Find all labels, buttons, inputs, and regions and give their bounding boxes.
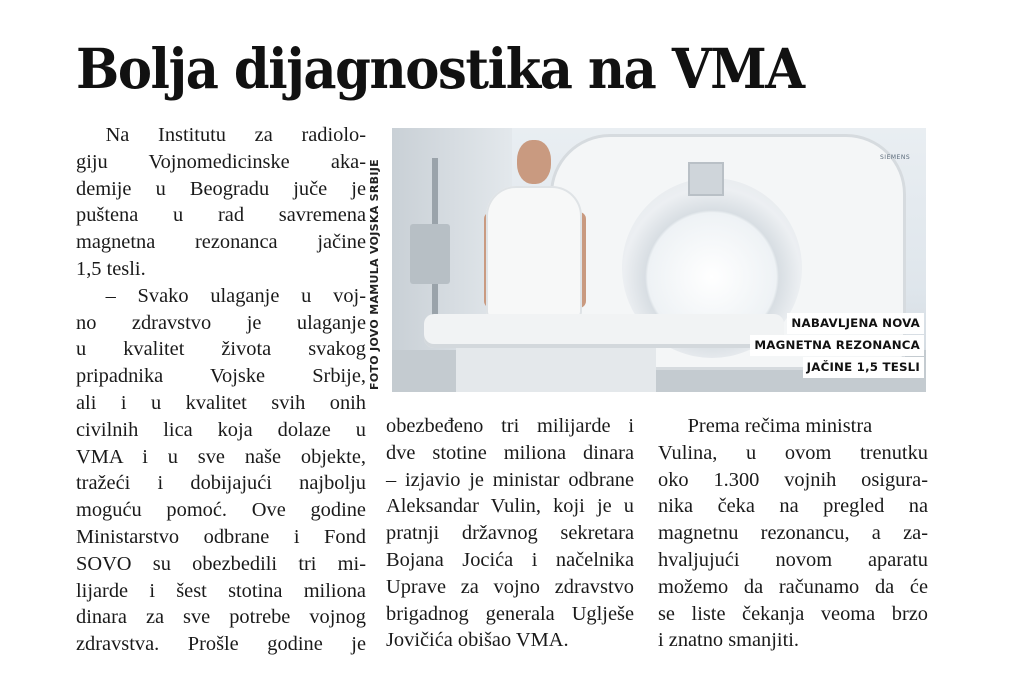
article-line: Na Institutu za radiolo- bbox=[105, 124, 366, 146]
article-line: dinara za sve potrebe vojnog bbox=[76, 606, 366, 629]
photo-caption-line: MAGNETNA REZONANCA bbox=[750, 335, 924, 356]
article-line: Jovičića obišao VMA. bbox=[386, 629, 569, 652]
article-line: magnetnu rezonancu, a za- bbox=[658, 522, 928, 545]
article-line: brigadnog generala Uglješe bbox=[386, 602, 634, 625]
photo-credit: FOTO JOVO MAMULA VOJSKA SRBIJE bbox=[368, 159, 381, 390]
photo-equipment bbox=[410, 224, 450, 284]
article-line: 1,5 tesli. bbox=[76, 257, 146, 280]
article-line: dve stotine miliona dinara bbox=[386, 441, 634, 464]
article-line: – izjavio je ministar odbrane bbox=[386, 468, 634, 491]
article-column-3 bbox=[658, 413, 928, 654]
article-line: se liste čekanja veoma brzo bbox=[658, 602, 928, 625]
article-line: Ministarstvo odbrane i Fond bbox=[76, 525, 366, 548]
article-line: no zdravstvo je ulaganje bbox=[76, 311, 366, 334]
article-line: lijarde i šest stotina miliona bbox=[76, 579, 366, 602]
article-line: magnetna rezonanca jačine bbox=[76, 231, 366, 254]
article-line: u kvalitet života svakog bbox=[76, 338, 366, 361]
article-column-2 bbox=[386, 413, 634, 654]
article-photo bbox=[366, 128, 926, 392]
article-line: puštena u rad savremena bbox=[76, 204, 366, 227]
article-line: zdravstva. Prošle godine je bbox=[76, 633, 366, 656]
article-line: giju Vojnomedicinske aka- bbox=[76, 150, 366, 173]
article-line: demije u Beogradu juče je bbox=[76, 177, 366, 200]
article-line: Vulina, u ovom trenutku bbox=[658, 441, 928, 464]
photo-patient-table bbox=[424, 314, 784, 348]
article-line: SOVO su obezbedili tri mi- bbox=[76, 552, 366, 575]
headline: Bolja dijagnostika na VMA bbox=[76, 36, 804, 101]
article-line: moguću pomoć. Ove godine bbox=[76, 499, 366, 522]
photo-person-head bbox=[517, 140, 551, 184]
article-line: civilnih lica koja dolaze u bbox=[76, 418, 366, 441]
article-line: obezbeđeno tri milijarde i bbox=[386, 415, 634, 437]
article-column-1 bbox=[76, 122, 366, 658]
article-line: i znatno smanjiti. bbox=[658, 629, 800, 652]
article-line: ali i u kvalitet svih onih bbox=[76, 391, 366, 414]
photo-table-base bbox=[456, 342, 656, 392]
article-line: Aleksandar Vulin, koji je u bbox=[386, 495, 634, 518]
article-line: Prema rečima ministra bbox=[687, 415, 873, 437]
article-line: tražeći i dobijajući najbolju bbox=[76, 472, 366, 495]
photo-credit-strip bbox=[366, 128, 392, 392]
article-line: možemo da računamo da će bbox=[658, 575, 928, 598]
article-line: oko 1.300 vojnih osigura- bbox=[658, 468, 928, 491]
article-line: Uprave za vojno zdravstvo bbox=[386, 575, 634, 598]
photo-mri-brand: SIEMENS bbox=[880, 154, 911, 161]
article-line: VMA i u sve naše objekte, bbox=[76, 445, 366, 468]
article-line: Bojana Jocića i načelnika bbox=[386, 548, 634, 571]
article-line: pripadnika Vojske Srbije, bbox=[76, 365, 366, 388]
photo-caption bbox=[750, 312, 924, 378]
photo-mri-display bbox=[688, 162, 724, 196]
article-line: – Svako ulaganje u voj- bbox=[105, 284, 366, 307]
photo-caption-line: JAČINE 1,5 TESLI bbox=[803, 357, 924, 378]
article-line: hvaljujući novom aparatu bbox=[658, 548, 928, 571]
photo-person-coat bbox=[486, 186, 582, 318]
article-line: pratnji državnog sekretara bbox=[386, 522, 634, 545]
article-line: nika čeka na pregled na bbox=[658, 495, 928, 518]
photo-caption-line: NABAVLJENA NOVA bbox=[787, 313, 924, 334]
